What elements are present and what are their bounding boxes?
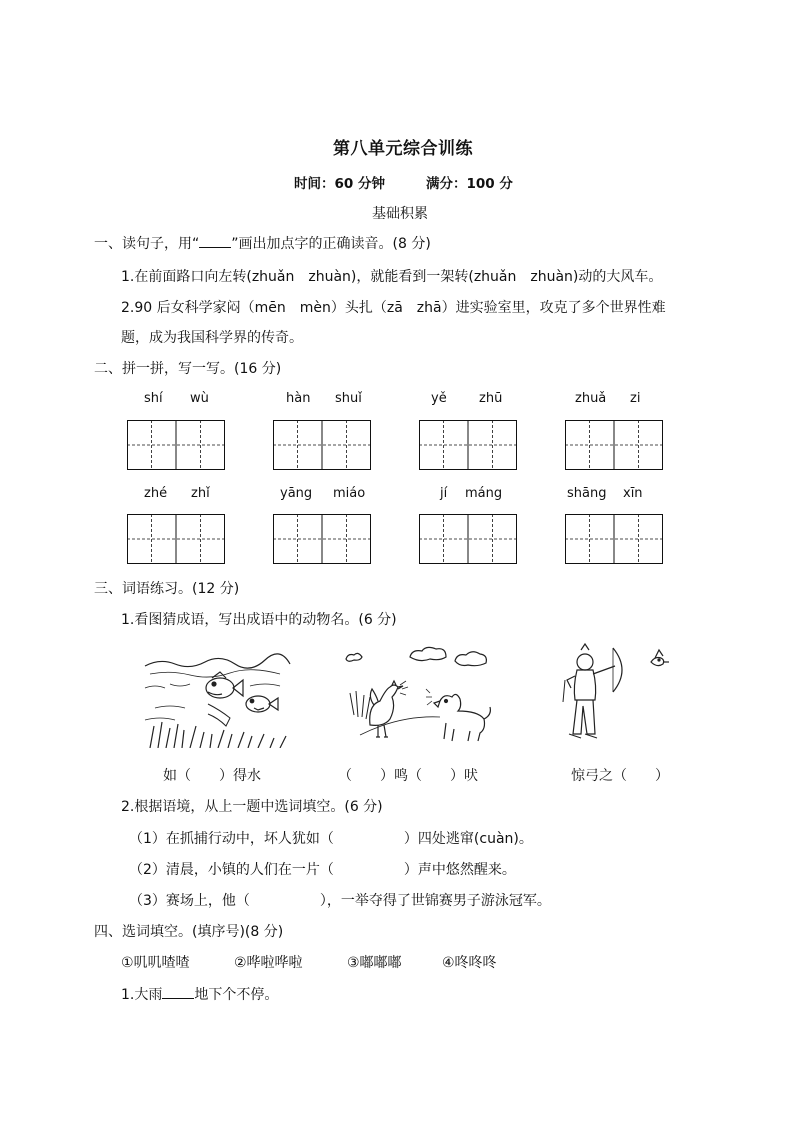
section4-q1-suffix: 地下个不停。 <box>194 987 279 1003</box>
time-label: 时间：60 分钟 <box>294 176 385 192</box>
fill-sentence-1[interactable]: （1）在抓捕行动中，坏人犹如（ ）四处逃窜(cuàn)。 <box>129 831 533 847</box>
fill-sentence-2[interactable]: （2）清晨，小镇的人们在一片（ ）声中悠然醒来。 <box>129 862 516 878</box>
pinyin: zhuǎ <box>575 391 607 406</box>
writing-grid[interactable] <box>419 514 515 562</box>
section1-question-2-line1: 2.90 后女科学家闷（mēn mèn）头扎（zā zhā）进实验室里，攻克了多个世界性难 <box>121 300 666 316</box>
section4-question-1 <box>121 984 278 1004</box>
pinyin: yě <box>431 391 447 406</box>
pinyin: jí <box>440 486 448 501</box>
pinyin: zi <box>630 391 641 406</box>
writing-grid[interactable] <box>273 420 369 468</box>
page-title: 第八单元综合训练 <box>333 139 473 159</box>
writing-grid[interactable] <box>419 420 515 468</box>
archer-bird-illustration <box>555 640 675 749</box>
pinyin: wù <box>190 391 209 406</box>
writing-grid[interactable] <box>273 514 369 562</box>
section1-heading <box>94 233 431 253</box>
score-label: 满分：100 分 <box>426 176 513 192</box>
pinyin: shāng <box>567 486 607 501</box>
pinyin: yāng <box>280 486 313 501</box>
fish-water-illustration <box>140 648 295 752</box>
pinyin: zhé <box>144 486 168 501</box>
section1-question-1: 1.在前面路口向左转(zhuǎn zhuàn)，就能看到一架转(zhuǎn zhuàn)动的大风车。 <box>121 269 663 285</box>
fill-sentence-3[interactable]: （3）赛场上，他（ ），一举夺得了世锦赛男子游泳冠军。 <box>129 893 551 909</box>
rooster-dog-illustration <box>340 645 500 749</box>
pinyin: zhǐ <box>191 486 210 501</box>
option-3: ③嘟嘟嘟 <box>347 955 402 971</box>
writing-grid[interactable] <box>565 514 661 562</box>
underline-sample <box>199 235 231 248</box>
option-1: ①叽叽喳喳 <box>121 955 190 971</box>
section3-question-1: 1.看图猜成语，写出成语中的动物名。(6 分) <box>121 612 397 628</box>
answer-blank[interactable] <box>162 986 194 999</box>
pinyin: shuǐ <box>335 391 362 406</box>
section3-heading: 三、词语练习。(12 分) <box>94 581 240 597</box>
idiom-blank-1[interactable]: 如（ ）得水 <box>163 768 261 784</box>
writing-grid[interactable] <box>127 420 223 468</box>
section4-q1-prefix: 1.大雨 <box>121 987 163 1003</box>
pinyin: hàn <box>286 391 311 406</box>
writing-grid[interactable] <box>127 514 223 562</box>
section1-question-2-line2: 题，成为我国科学界的传奇。 <box>121 330 303 346</box>
section4-heading: 四、选词填空。(填序号)(8 分) <box>94 924 284 940</box>
section3-question-2: 2.根据语境，从上一题中选词填空。(6 分) <box>121 799 383 815</box>
section1-heading-a: 一、读句子，用“ <box>94 236 200 252</box>
section-subtitle: 基础积累 <box>372 206 428 222</box>
pinyin: miáo <box>333 486 366 501</box>
pinyin: zhū <box>479 391 503 406</box>
pinyin: xīn <box>623 486 643 501</box>
section2-heading: 二、拼一拼，写一写。(16 分) <box>94 361 282 377</box>
option-4: ④咚咚咚 <box>442 955 497 971</box>
option-2: ②哗啦哗啦 <box>234 955 303 971</box>
section1-heading-b: ”画出加点字的正确读音。(8 分) <box>231 236 431 252</box>
pinyin: máng <box>465 486 503 501</box>
pinyin: shí <box>144 391 163 406</box>
idiom-blank-2[interactable]: （ ）鸣（ ）吠 <box>338 768 478 784</box>
idiom-blank-3[interactable]: 惊弓之（ ） <box>571 768 669 784</box>
writing-grid[interactable] <box>565 420 661 468</box>
